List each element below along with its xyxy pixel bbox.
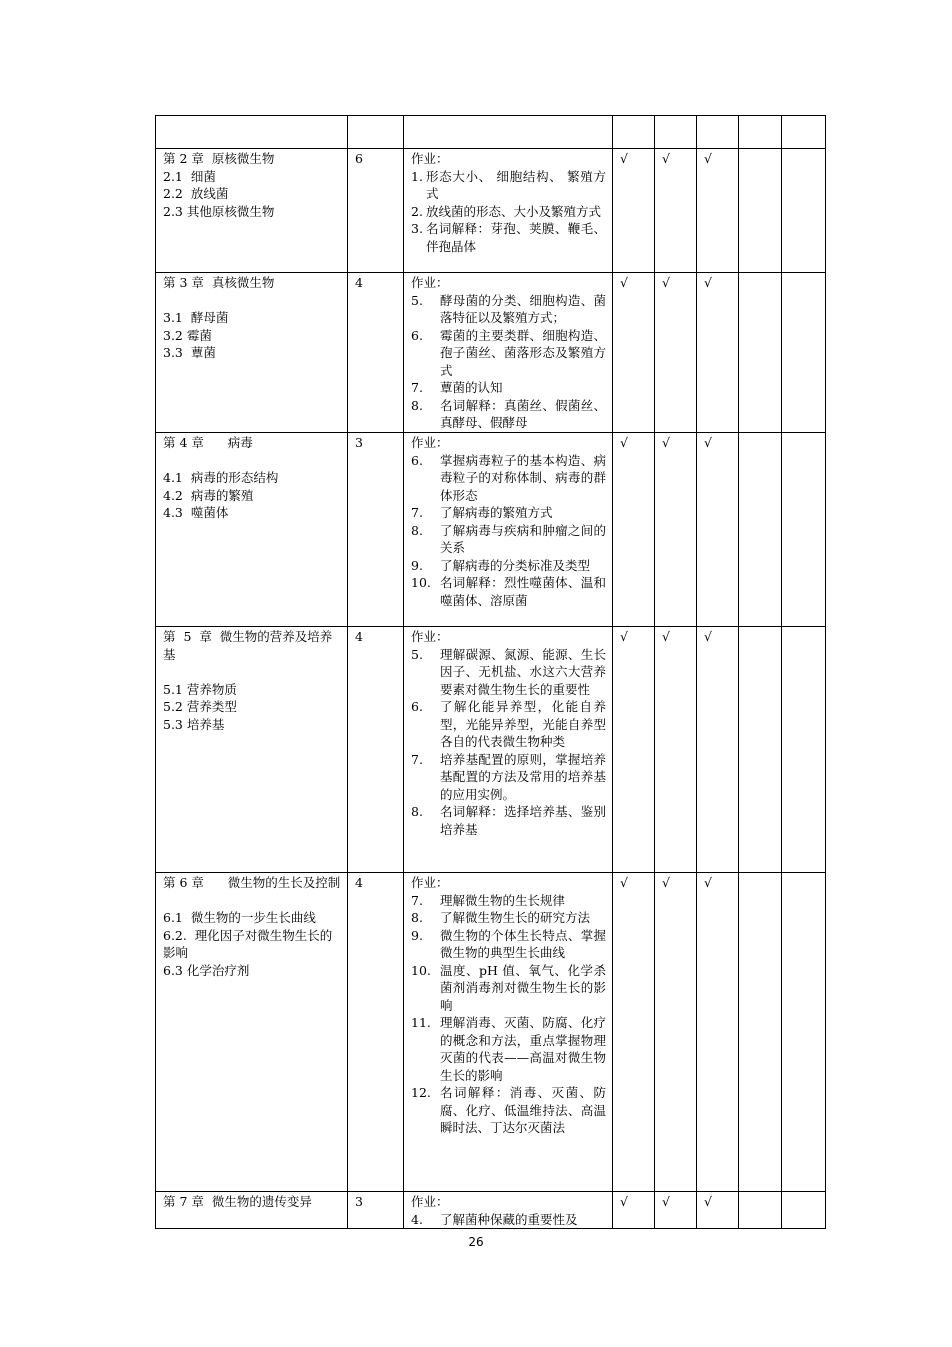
check-mark-cell: √ [613, 627, 655, 873]
homework-label: 作业： [411, 875, 449, 890]
item-text: 名词解释：芽孢、荚膜、鞭毛、伴孢晶体 [425, 221, 606, 254]
homework-label: 作业： [411, 1194, 449, 1209]
chapter-line: 6.2. 理化因子对微生物生长的影响 [163, 927, 333, 960]
item-text: 放线菌的形态、大小及繁殖方式 [425, 203, 601, 219]
chapter-line: 4.2 病毒的繁殖 [163, 487, 254, 503]
empty-cell [739, 149, 782, 273]
chapter-cell [156, 627, 348, 873]
homework-item [411, 504, 606, 522]
chapter-line: 5.2 营养类型 [163, 699, 237, 714]
chapter-line: 6.1 微生物的一步生长曲线 [163, 910, 316, 925]
empty-cell [739, 627, 782, 873]
check-mark-cell: √ [655, 149, 697, 273]
item-number: 6. [411, 327, 423, 343]
homework-cell [404, 149, 613, 273]
item-number: 10. [411, 962, 431, 978]
empty-cell [739, 433, 782, 627]
item-number: 5. [411, 292, 423, 308]
homework-cell [404, 273, 613, 433]
homework-item [411, 452, 606, 505]
check-mark-cell: √ [613, 149, 655, 273]
item-number: 7. [411, 892, 423, 908]
check-mark-cell: √ [613, 273, 655, 433]
empty-cell [739, 1192, 782, 1229]
chapter-line: 3.1 酵母菌 [163, 310, 229, 325]
empty-cell [697, 116, 739, 149]
homework-item [411, 1211, 606, 1229]
empty-cell [782, 1192, 826, 1229]
empty-cell [655, 116, 697, 149]
item-number: 7. [411, 751, 423, 767]
homework-item [411, 203, 606, 221]
item-number: 5. [411, 646, 423, 662]
check-mark-cell: √ [613, 1192, 655, 1229]
chapter-line: 第 3 章 真核微生物 [163, 275, 275, 290]
empty-cell [739, 873, 782, 1192]
empty-cell [782, 627, 826, 873]
chapter-line: 第 7 章 微生物的遗传变异 [163, 1194, 312, 1209]
check-mark-cell: √ [613, 433, 655, 627]
hours-cell: 3 [348, 433, 404, 627]
homework-item [411, 327, 606, 380]
item-text: 了解病毒与疾病和肿瘤之间的关系 [440, 522, 606, 555]
item-text: 酵母菌的分类、细胞构造、菌落特征以及繁殖方式； [440, 292, 606, 325]
table-row [156, 627, 826, 873]
homework-cell [404, 627, 613, 873]
item-text: 名词解释：消毒、灭菌、防腐、化疗、低温维持法、高温瞬时法、丁达尔灭菌法 [440, 1085, 606, 1135]
header-row [156, 116, 826, 149]
homework-list [411, 168, 606, 256]
chapter-line: 第 5 章 微生物的营养及培养基 [163, 629, 333, 662]
item-text: 了解菌种保藏的重要性及 [440, 1211, 578, 1227]
homework-list [411, 646, 606, 839]
empty-cell [348, 116, 404, 149]
hours-cell: 6 [348, 149, 404, 273]
item-text: 名词解释：烈性噬菌体、温和噬菌体、溶原菌 [440, 575, 606, 608]
chapter-line: 5.1 营养物质 [163, 681, 237, 697]
homework-item [411, 522, 606, 557]
empty-cell [782, 873, 826, 1192]
hours-cell: 4 [348, 273, 404, 433]
item-number: 2. [411, 203, 423, 219]
chapter-line: 4.1 病毒的形态结构 [163, 470, 279, 485]
table-row [156, 433, 826, 627]
item-text: 名词解释：选择培养基、鉴别培养基 [440, 804, 606, 837]
chapter-line: 第 6 章 微生物的生长及控制 [163, 875, 341, 890]
item-text: 理解微生物的生长规律 [440, 892, 566, 908]
check-mark-cell: √ [655, 433, 697, 627]
table-row [156, 149, 826, 273]
check-mark-cell: √ [697, 873, 739, 1192]
item-number: 6. [411, 452, 423, 468]
homework-item [411, 698, 606, 751]
hours-cell: 3 [348, 1192, 404, 1229]
homework-list [411, 292, 606, 432]
chapter-line: 第 2 章 原核微生物 [163, 151, 275, 166]
homework-item [411, 574, 606, 609]
homework-list [411, 452, 606, 610]
item-text: 掌握病毒粒子的基本构造、病毒粒子的对称体制、病毒的群体形态 [440, 452, 606, 503]
item-text: 微生物的个体生长特点、掌握微生物的典型生长曲线 [440, 927, 606, 960]
table-row [156, 273, 826, 433]
chapter-line: 3.3 蕈菌 [163, 345, 216, 360]
empty-cell [782, 116, 826, 149]
item-number: 9. [411, 927, 423, 943]
item-text: 理解碳源、氮源、能源、生长因子、无机盐、水这六大营养要素对微生物生长的重要性 [440, 646, 606, 697]
check-mark-cell: √ [613, 873, 655, 1192]
item-text: 温度、pH 值、氧气、化学杀菌剂消毒剂对微生物生长的影响 [440, 962, 606, 1013]
item-text: 了解化能异养型，化能自养型，光能异养型，光能自养型各自的代表微生物种类 [440, 699, 606, 749]
item-number: 1. [411, 168, 423, 184]
syllabus-table [155, 115, 826, 1229]
item-number: 8. [411, 522, 423, 538]
chapter-cell [156, 149, 348, 273]
chapter-line: 6.3 化学治疗剂 [163, 962, 250, 978]
homework-item [411, 397, 606, 432]
chapter-line: 4.3 噬菌体 [163, 505, 229, 520]
item-number: 4. [411, 1211, 423, 1227]
item-number: 3. [411, 221, 423, 236]
homework-item [411, 557, 606, 575]
check-mark-cell: √ [697, 627, 739, 873]
homework-item [411, 892, 606, 910]
empty-cell [739, 273, 782, 433]
check-mark-cell: √ [697, 433, 739, 627]
item-text: 了解病毒的繁殖方式 [440, 505, 553, 520]
item-number: 8. [411, 397, 423, 413]
chapter-line: 3.2 霉菌 [163, 327, 212, 343]
homework-item [411, 220, 606, 255]
item-text: 名词解释：真菌丝、假菌丝、真酵母、假酵母 [440, 397, 606, 430]
homework-label: 作业： [411, 435, 449, 450]
item-number: 12. [411, 1085, 431, 1100]
homework-list [411, 1211, 606, 1229]
homework-label: 作业： [411, 275, 449, 290]
empty-cell [782, 273, 826, 433]
chapter-line [163, 663, 341, 681]
item-text: 蕈菌的认知 [440, 380, 503, 395]
item-number: 6. [411, 699, 423, 714]
chapter-line: 2.3 其他原核微生物 [163, 203, 275, 219]
item-text: 霉菌的主要类群、细胞构造、孢子菌丝、菌落形态及繁殖方式 [440, 327, 606, 378]
homework-cell [404, 873, 613, 1192]
item-number: 10. [411, 575, 431, 590]
homework-item [411, 1014, 606, 1084]
homework-item [411, 168, 606, 203]
empty-cell [739, 116, 782, 149]
check-mark-cell: √ [655, 273, 697, 433]
empty-cell [404, 116, 613, 149]
check-mark-cell: √ [655, 873, 697, 1192]
homework-item [411, 751, 606, 804]
table-body [156, 116, 826, 1229]
homework-list [411, 892, 606, 1137]
empty-cell [782, 149, 826, 273]
hours-cell: 4 [348, 873, 404, 1192]
item-text: 了解微生物生长的研究方法 [440, 910, 591, 925]
check-mark-cell: √ [697, 1192, 739, 1229]
hours-cell: 4 [348, 627, 404, 873]
chapter-line: 5.3 培养基 [163, 716, 225, 732]
chapter-line [163, 292, 341, 310]
item-number: 11. [411, 1015, 431, 1030]
table-row [156, 873, 826, 1192]
item-number: 8. [411, 804, 423, 819]
homework-cell [404, 1192, 613, 1229]
chapter-line: 第 4 章 病毒 [163, 435, 253, 450]
item-number: 8. [411, 910, 423, 925]
homework-item [411, 646, 606, 699]
homework-item [411, 803, 606, 838]
homework-cell [404, 433, 613, 627]
chapter-line [163, 452, 341, 470]
homework-item [411, 909, 606, 927]
item-number: 7. [411, 505, 423, 520]
check-mark-cell: √ [655, 1192, 697, 1229]
empty-cell [613, 116, 655, 149]
chapter-cell [156, 433, 348, 627]
item-text: 培养基配置的原则，掌握培养基配置的方法及常用的培养基的应用实例。 [440, 751, 606, 802]
homework-item [411, 927, 606, 962]
homework-item [411, 379, 606, 397]
chapter-cell [156, 273, 348, 433]
chapter-cell [156, 1192, 348, 1229]
item-text: 了解病毒的分类标准及类型 [440, 557, 591, 573]
item-text: 形态大小、 细胞结构、 繁殖方式 [425, 168, 606, 201]
chapter-line [163, 892, 341, 910]
homework-label: 作业： [411, 629, 449, 644]
check-mark-cell: √ [697, 149, 739, 273]
homework-item [411, 292, 606, 327]
item-text: 理解消毒、灭菌、防腐、化疗的概念和方法，重点掌握物理灭菌的代表——高温对微生物生长的影响 [440, 1015, 606, 1083]
homework-item [411, 962, 606, 1015]
chapter-line: 2.2 放线菌 [163, 186, 229, 201]
item-number: 9. [411, 557, 423, 573]
table-row [156, 1192, 826, 1229]
check-mark-cell: √ [655, 627, 697, 873]
item-number: 7. [411, 380, 423, 395]
empty-cell [156, 116, 348, 149]
chapter-line: 2.1 细菌 [163, 168, 216, 184]
chapter-cell [156, 873, 348, 1192]
homework-item [411, 1084, 606, 1137]
homework-label: 作业： [411, 151, 449, 166]
empty-cell [782, 433, 826, 627]
page-number: 26 [468, 1235, 484, 1249]
check-mark-cell: √ [697, 273, 739, 433]
